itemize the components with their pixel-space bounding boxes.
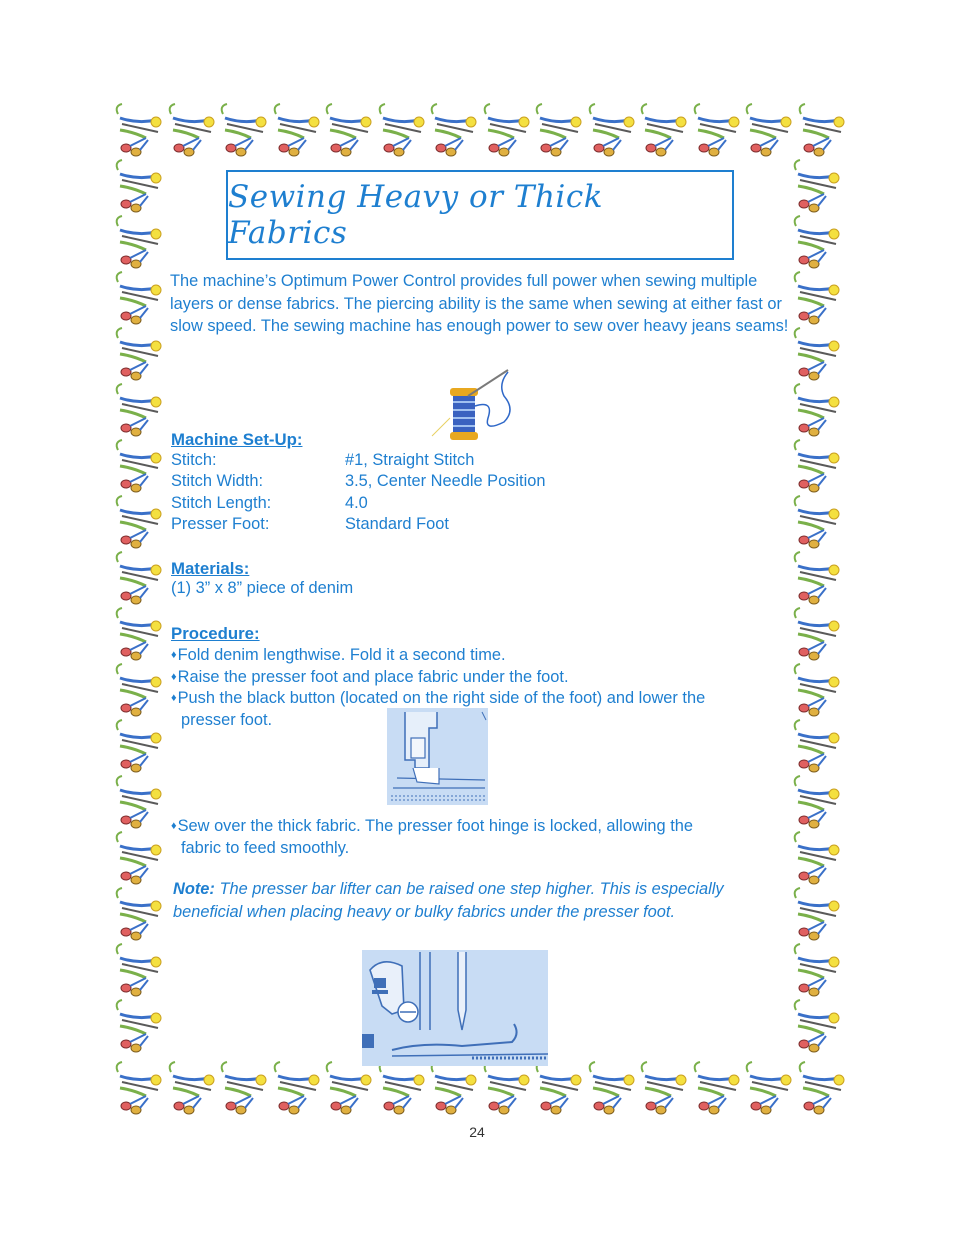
scissors-thread-icon [322,102,378,160]
procedure-step: ♦Raise the presser foot and place fabric under the foot. [171,668,569,686]
scissors-thread-icon [112,438,168,496]
scissors-thread-icon [112,550,168,608]
border-top [112,102,852,162]
scissors-thread-icon [112,326,168,384]
scissors-thread-icon [165,1060,221,1118]
scissors-thread-icon [270,102,326,160]
procedure-step: ♦Push the black button (located on the right side of the foot) and lower the [171,689,706,707]
bullet-icon: ♦ [171,671,177,683]
materials-heading: Materials: [171,559,250,578]
note-paragraph [173,878,773,924]
bullet-icon: ♦ [171,692,177,704]
border-bottom [112,1060,852,1120]
scissors-thread-icon [112,774,168,832]
procedure-step: ♦Fold denim lengthwise. Fold it a second time. [171,646,506,664]
scissors-thread-icon [112,942,168,1000]
scissors-thread-icon [112,718,168,776]
setup-value: 3.5, Center Needle Position [345,472,546,490]
presser-bar-illustration [362,950,548,1066]
procedure-step: ♦Sew over the thick fabric. The presser foot hinge is locked, allowing the [171,817,693,835]
scissors-thread-icon [480,102,536,160]
scissors-thread-icon [790,158,846,216]
border-right [790,158,850,1058]
scissors-thread-icon [112,998,168,1056]
setup-value: 4.0 [345,494,368,512]
setup-label: Stitch Width: [171,472,263,490]
scissors-thread-icon [790,494,846,552]
scissors-thread-icon [742,1060,798,1118]
scissors-thread-icon [585,102,641,160]
scissors-thread-icon [637,1060,693,1118]
note-label: Note: [173,880,215,898]
scissors-thread-icon [112,158,168,216]
setup-label: Stitch: [171,451,217,469]
materials-text: (1) 3” x 8” piece of denim [171,579,354,597]
presser-foot-illustration [387,708,488,805]
page-title: Sewing Heavy or Thick Fabrics [228,179,603,251]
setup-label: Presser Foot: [171,515,270,533]
scissors-thread-icon [427,102,483,160]
scissors-thread-icon [532,1060,588,1118]
scissors-thread-icon [112,606,168,664]
setup-value: Standard Foot [345,515,449,533]
procedure-step-continued: presser foot. [181,711,273,729]
scissors-thread-icon [112,1060,168,1118]
scissors-thread-icon [480,1060,536,1118]
procedure-step-continued: fabric to feed smoothly. [181,839,350,857]
scissors-thread-icon [112,270,168,328]
scissors-thread-icon [112,494,168,552]
scissors-thread-icon [790,326,846,384]
scissors-thread-icon [217,1060,273,1118]
scissors-thread-icon [790,550,846,608]
bullet-icon: ♦ [171,649,177,661]
scissors-thread-icon [112,886,168,944]
setup-value: #1, Straight Stitch [345,451,475,469]
scissors-thread-icon [790,886,846,944]
scissors-thread-icon [690,1060,746,1118]
setup-heading: Machine Set-Up: [171,430,303,449]
border-left [112,158,172,1058]
scissors-thread-icon [690,102,746,160]
procedure-heading: Procedure: [171,624,260,643]
scissors-thread-icon [112,382,168,440]
scissors-thread-icon [532,102,588,160]
scissors-thread-icon [795,102,851,160]
scissors-thread-icon [790,998,846,1056]
scissors-thread-icon [742,102,798,160]
intro-paragraph: The machine’s Optimum Power Control provides full power when sewing multiple layers or dense fabrics. The piercing ability is the same when sewing at either fast or slow speed. The sewing machine has enough power to sew over heavy jeans seams! [170,272,789,335]
setup-label: Stitch Length: [171,494,272,512]
scissors-thread-icon [112,830,168,888]
scissors-thread-icon [790,214,846,272]
scissors-thread-icon [112,214,168,272]
scissors-thread-icon [375,102,431,160]
note-text: The presser bar lifter can be raised one step higher. This is especially beneficial when placing heavy or bulky fabrics under the presser foot. [173,880,724,921]
bullet-icon: ♦ [171,820,177,832]
scissors-thread-icon [585,1060,641,1118]
page-number: 24 [469,1124,485,1140]
title-box [226,170,734,260]
scissors-thread-icon [637,102,693,160]
thread-spool-needle-icon [428,366,520,446]
scissors-thread-icon [375,1060,431,1118]
scissors-thread-icon [217,102,273,160]
scissors-thread-icon [795,1060,851,1118]
scissors-thread-icon [322,1060,378,1118]
scissors-thread-icon [790,270,846,328]
scissors-thread-icon [112,662,168,720]
scissors-thread-icon [790,438,846,496]
scissors-thread-icon [790,382,846,440]
scissors-thread-icon [427,1060,483,1118]
scissors-thread-icon [270,1060,326,1118]
scissors-thread-icon [165,102,221,160]
scissors-thread-icon [112,102,168,160]
scissors-thread-icon [790,942,846,1000]
